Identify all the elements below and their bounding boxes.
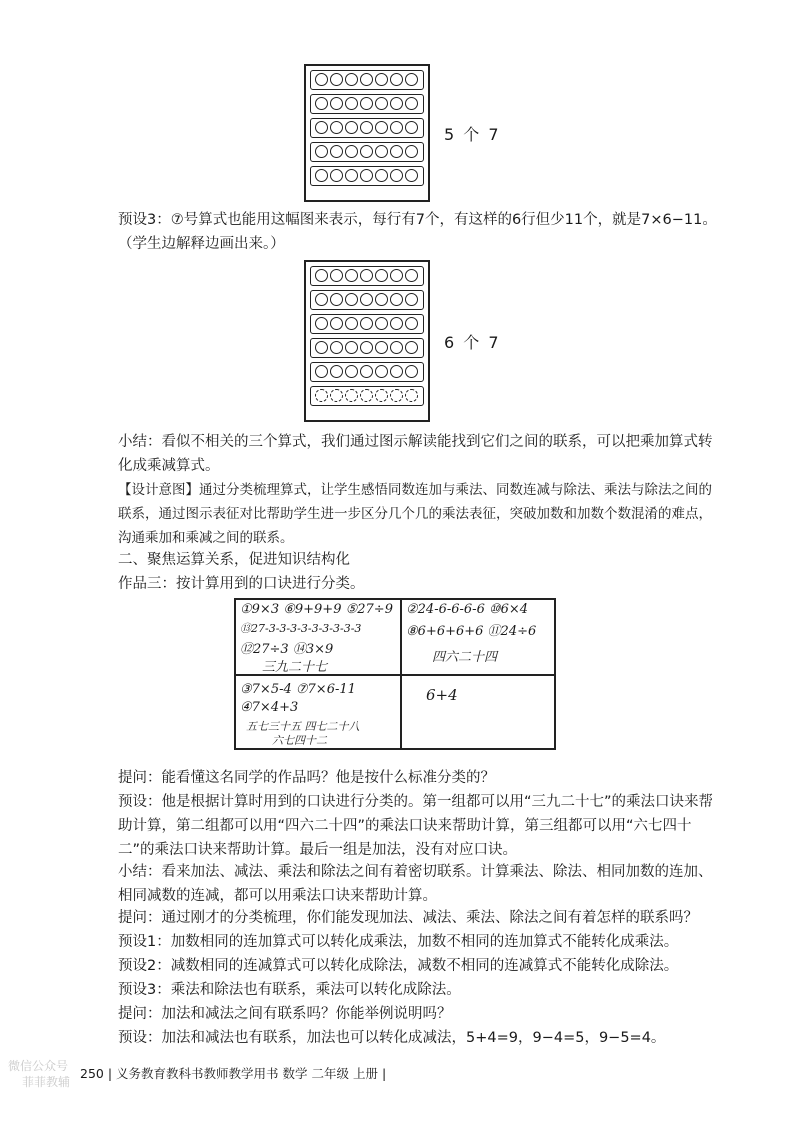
dot-row: [310, 70, 424, 90]
preset-1: 预设1：加数相同的连加算式可以转化成乘法，加数不相同的连加算式不能转化成乘法。: [118, 934, 679, 950]
section-2-title: 二、聚焦运算关系，促进知识结构化: [118, 552, 350, 568]
preset-3: 预设3：乘法和除法也有联系，乘法可以转化成除法。: [118, 982, 461, 998]
circle-dot: [390, 73, 403, 86]
circle-dot: [315, 73, 328, 86]
circle-dot: [345, 317, 358, 330]
circle-dot: [375, 97, 388, 110]
circle-dot: [330, 121, 343, 134]
work-cell1-line2: ⑬27-3-3-3-3-3-3-3-3-3: [240, 622, 362, 635]
circle-dot: [375, 389, 388, 402]
circle-dot: [330, 269, 343, 282]
circle-dot: [375, 145, 388, 158]
circle-dot: [315, 169, 328, 182]
preset-2: 预设2：减数相同的连减算式可以转化成除法，减数不相同的连减算式不能转化成除法。: [118, 958, 679, 974]
grid2-label: 6 个 7: [444, 333, 501, 352]
circle-dot: [375, 365, 388, 378]
work-cell2-line3: 四六二十四: [432, 650, 498, 665]
circle-dot: [315, 121, 328, 134]
circle-dot: [390, 317, 403, 330]
circle-dot: [375, 293, 388, 306]
page-number: 250: [80, 1066, 104, 1081]
circle-dot: [345, 145, 358, 158]
circle-dot: [315, 317, 328, 330]
book-title: 义务教育教科书教师教学用书 数学 二年级 上册: [116, 1066, 378, 1081]
circle-dot: [315, 269, 328, 282]
question-3: 提问：加法和减法之间有联系吗？你能举例说明吗？: [118, 1006, 452, 1022]
circle-dot: [405, 121, 418, 134]
dot-grid-5x7: [304, 64, 430, 202]
dot-row: [310, 362, 424, 382]
student-work-table: [234, 598, 556, 750]
watermark-line2: 菲菲教辅: [22, 1075, 71, 1089]
circle-dot: [405, 269, 418, 282]
circle-dot: [360, 145, 373, 158]
page-footer: [80, 1064, 386, 1082]
circle-dot: [330, 73, 343, 86]
circle-dot: [405, 293, 418, 306]
circle-dot: [330, 97, 343, 110]
circle-dot: [345, 169, 358, 182]
circle-dot: [390, 169, 403, 182]
preset-4: 预设：加法和减法也有联系，加法也可以转化成减法，5+4=9，9−4=5，9−5=4。: [118, 1030, 666, 1046]
work-cell4-line1: 6+4: [426, 686, 458, 704]
work-cell1-line4: 三九二十七: [262, 660, 328, 675]
footer-separator-end: |: [381, 1066, 387, 1081]
circle-dot: [315, 341, 328, 354]
circle-dot: [315, 145, 328, 158]
circle-dot: [390, 145, 403, 158]
circle-dot: [360, 389, 373, 402]
circle-dot: [375, 169, 388, 182]
circle-dot: [405, 365, 418, 378]
circle-dot: [360, 269, 373, 282]
preset3-top: 预设3：⑦号算式也能用这幅图来表示，每行有7个，有这样的6行但少11个，就是7×6−11。（学生边解释边画出来。）: [118, 212, 717, 252]
summary-2: 小结：看来加法、减法、乘法和除法之间有着密切联系。计算乘法、除法、相同加数的连加、相同减数的连减，都可以用乘法口诀来帮助计算。: [118, 864, 713, 904]
circle-dot: [390, 341, 403, 354]
circle-dot: [390, 389, 403, 402]
circle-dot: [345, 97, 358, 110]
dot-grid-6x7: [304, 260, 430, 422]
circle-dot: [330, 317, 343, 330]
circle-dot: [375, 341, 388, 354]
circle-dot: [330, 145, 343, 158]
work-cell2-line2: ⑧6+6+6+6 ⑪24÷6: [406, 624, 537, 639]
circle-dot: [405, 145, 418, 158]
circle-dot: [405, 341, 418, 354]
circle-dot: [315, 389, 328, 402]
circle-dot: [330, 293, 343, 306]
watermark: [8, 1058, 70, 1090]
circle-dot: [345, 365, 358, 378]
design-intent: 【设计意图】通过分类梳理算式，让学生感悟同数连加与乘法、同数连减与除法、乘法与除法之间的联系，通过图示表征对比帮助学生进一步区分几个几的乘法表征，突破加数和加数个数混淆的难点，沟通乘加和乘减之间的联系。: [118, 482, 712, 546]
circle-dot: [360, 169, 373, 182]
preset-a: 预设：他是根据计算时用到的口诀进行分类的。第一组都可以用“三九二十七”的乘法口诀来帮助计算，第二组都可以用“四六二十四”的乘法口诀来帮助计算，第三组都可以用“六七四十二”的乘法口诀来帮助计算。最后一组是加法，没有对应口诀。: [118, 794, 714, 858]
work-cell1-line3: ⑫27÷3 ⑭3×9: [240, 642, 334, 657]
dot-row: [310, 314, 424, 334]
circle-dot: [375, 121, 388, 134]
circle-dot: [390, 293, 403, 306]
circle-dot: [405, 73, 418, 86]
circle-dot: [375, 73, 388, 86]
circle-dot: [330, 365, 343, 378]
circle-dot: [405, 97, 418, 110]
grid1-label: 5 个 7: [444, 125, 501, 144]
circle-dot: [330, 389, 343, 402]
circle-dot: [390, 121, 403, 134]
circle-dot: [405, 317, 418, 330]
work-cell3-line3: 五七三十五 四七二十八: [246, 720, 360, 733]
circle-dot: [360, 341, 373, 354]
circle-dot: [315, 293, 328, 306]
circle-dot: [345, 293, 358, 306]
circle-dot: [345, 121, 358, 134]
question-1: 提问：能看懂这名同学的作品吗？他是按什么标准分类的？: [118, 770, 495, 786]
dot-row: [310, 386, 424, 406]
circle-dot: [405, 169, 418, 182]
circle-dot: [390, 365, 403, 378]
work-cell2-line1: ②24-6-6-6-6 ⑩6×4: [406, 602, 529, 617]
circle-dot: [360, 317, 373, 330]
dot-row: [310, 142, 424, 162]
watermark-line1: 微信公众号: [8, 1059, 69, 1073]
dot-row: [310, 290, 424, 310]
work-cell3-line1: ③7×5-4 ⑦7×6-11: [240, 682, 356, 697]
circle-dot: [360, 97, 373, 110]
circle-dot: [315, 97, 328, 110]
circle-dot: [345, 73, 358, 86]
work-cell3-line2: ④7×4+3: [240, 700, 299, 715]
circle-dot: [390, 97, 403, 110]
circle-dot: [330, 169, 343, 182]
work-cell3-line4: 六七四十二: [272, 734, 327, 747]
circle-dot: [345, 341, 358, 354]
dot-row: [310, 118, 424, 138]
circle-dot: [360, 121, 373, 134]
work-cell1-line1: ①9×3 ⑥9+9+9 ⑤27÷9: [240, 602, 393, 617]
circle-dot: [360, 73, 373, 86]
work3-title: 作品三：按计算用到的口诀进行分类。: [118, 576, 365, 592]
circle-dot: [390, 269, 403, 282]
dot-row: [310, 338, 424, 358]
circle-dot: [375, 269, 388, 282]
circle-dot: [405, 389, 418, 402]
circle-dot: [315, 365, 328, 378]
circle-dot: [375, 317, 388, 330]
dot-row: [310, 94, 424, 114]
question-2: 提问：通过刚才的分类梳理，你们能发现加法、减法、乘法、除法之间有着怎样的联系吗？: [118, 910, 698, 926]
footer-separator: |: [107, 1066, 117, 1081]
dot-row: [310, 166, 424, 186]
circle-dot: [345, 269, 358, 282]
circle-dot: [345, 389, 358, 402]
circle-dot: [360, 365, 373, 378]
dot-row: [310, 266, 424, 286]
circle-dot: [360, 293, 373, 306]
summary-1: 小结：看似不相关的三个算式，我们通过图示解读能找到它们之间的联系，可以把乘加算式转化成乘减算式。: [118, 434, 713, 474]
circle-dot: [330, 341, 343, 354]
